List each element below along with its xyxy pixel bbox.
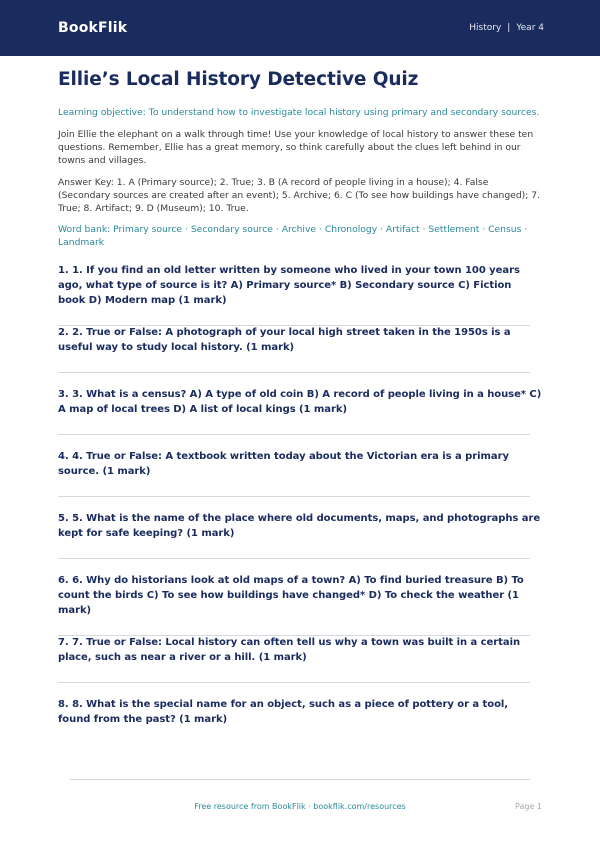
question-text: 4. 4. True or False: A textbook written today about the Victorian era is a primary source. (1 mark) [58, 450, 509, 477]
word-bank: Word bank: Primary source · Secondary source · Archive · Chronology · Artifact · Settlement · Census · Landmark [58, 224, 528, 249]
question-item [58, 697, 542, 759]
answer-key: Answer Key: 1. A (Primary source); 2. True; 3. B (A record of people living in a house); 4. False (Secondary sources are created after an event); 5. Archive; 6. C (To see how buildings have changed); 7. True; 8. Artifact; 9. D (Museum); 10. True. [58, 176, 541, 215]
question-text: 8. 8. What is the special name for an object, such as a piece of pottery or a tool, found from the past? (1 mark) [58, 698, 509, 725]
page-title: Ellie’s Local History Detective Quiz [58, 69, 419, 90]
answer-line[interactable] [58, 372, 530, 373]
breadcrumb-subject[interactable]: History [469, 23, 502, 33]
page-number: Page 1 [515, 802, 542, 811]
question-text: 6. 6. Why do historians look at old maps of a town? A) To find buried treasure B) To count the birds C) To see how buildings have changed* D) To check the weather (1 mark) [58, 574, 524, 616]
breadcrumb-separator: | [507, 23, 511, 33]
question-item [58, 325, 542, 387]
question-list [58, 263, 542, 759]
question-text: 3. 3. What is a census? A) A type of old coin B) A record of people living in a house* C) A map of local trees D) A list of local kings (1 mark) [58, 388, 542, 415]
question-text: 7. 7. True or False: Local history can often tell us why a town was built in a certain place, such as near a river or a hill. (1 mark) [58, 636, 521, 663]
worksheet-body [0, 68, 600, 759]
answer-line[interactable] [58, 496, 530, 497]
learning-objective: Learning objective: To understand how to investigate local history using primary and secondary sources. [58, 107, 540, 118]
footer-divider [70, 779, 530, 780]
question-item [58, 449, 542, 511]
question-item [58, 263, 542, 325]
breadcrumb [469, 23, 544, 33]
site-header [0, 0, 600, 56]
brand-logo[interactable]: BookFlik [58, 20, 128, 36]
question-item [58, 573, 542, 635]
breadcrumb-year[interactable]: Year 4 [516, 23, 544, 33]
question-text: 1. 1. If you find an old letter written by someone who lived in your town 100 years ago, what type of source is it? A) Primary source* B) Secondary source C) Fiction book D) Modern map (1 mark) [58, 264, 520, 306]
intro-paragraph: Join Ellie the elephant on a walk through time! Use your knowledge of local history to answer these ten questions. Remember, Ellie has a great memory, so think carefully about the clues left behind in our towns and villages. [58, 129, 534, 167]
question-text: 5. 5. What is the name of the place where old documents, maps, and photographs are kept for safe keeping? (1 mark) [58, 512, 541, 539]
question-text: 2. 2. True or False: A photograph of your local high street taken in the 1950s is a useful way to study local history. (1 mark) [58, 326, 511, 353]
question-item [58, 635, 542, 697]
answer-line[interactable] [58, 558, 530, 559]
question-item [58, 387, 542, 449]
footer-resource-link[interactable]: Free resource from BookFlik · bookflik.com/resources [194, 802, 406, 811]
answer-line[interactable] [58, 434, 530, 435]
question-item [58, 511, 542, 573]
answer-line[interactable] [58, 682, 530, 683]
